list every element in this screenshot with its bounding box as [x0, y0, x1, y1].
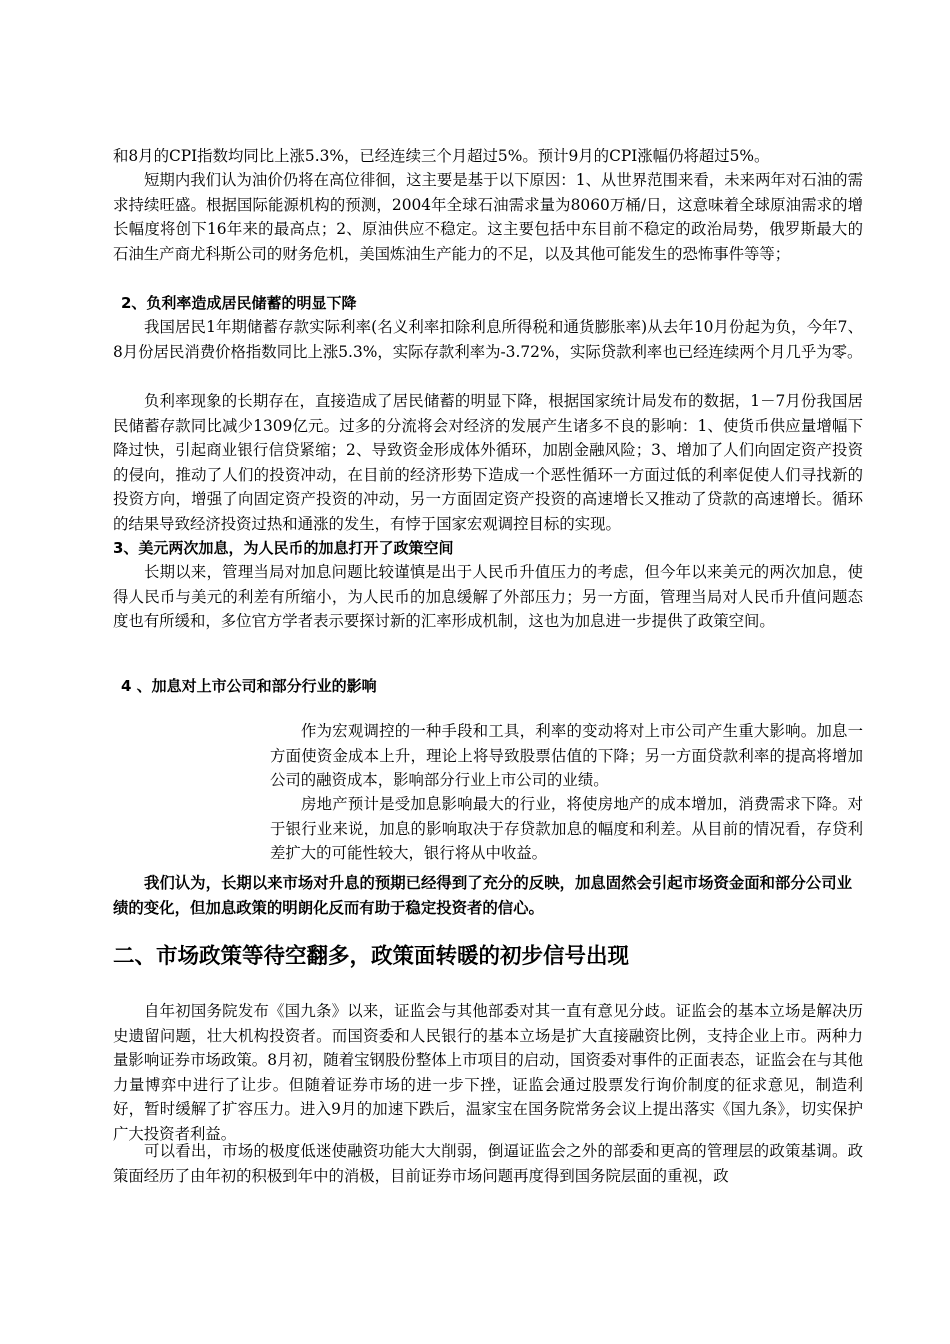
- paragraph-policy-divergence: 自年初国务院发布《国九条》以来，证监会与其他部委对其一直有意见分歧。证监会的基本立场是解决历史遗留问题，壮大机构投资者。而国资委和人民银行的基本立场是扩大直接融资比例，支持企业上市。两种力量影响证券市场政策。8月初，随着宝钢股份整体上市项目的启动，国资委对事件的正面表态，证监会在与其他力量博弈中进行了让步。但随着证券市场的进一步下挫，证监会通过股票发行询价制度的征求意见，制造利好，暂时缓解了扩容压力。进入9月的加速下跌后，温家宝在国务院常务会议上提出落实《国九条》，切实保护广大投资者利益。: [113, 1002, 863, 1143]
- paragraph-usd-rate-hike: 长期以来，管理当局对加息问题比较谨慎是出于人民币升值压力的考虑，但今年以来美元的两次加息，使得人民币与美元的利差有所缩小，为人民币的加息缓解了外部压力；另一方面，管理当局对人民币升值问题态度也有所缓和，多位官方学者表示要探讨新的汇率形成机制，这也为加息进一步提供了政策空间。: [113, 563, 863, 630]
- heading-negative-rate: 2、负利率造成居民储蓄的明显下降: [121, 294, 357, 312]
- box-paragraph-real-estate-banks: 房地产预计是受加息影响最大的行业，将使房地产的成本增加，消费需求下降。对于银行业来说，加息的影响取决于存贷款加息的幅度和利差。从目前的情况看，存贷利差扩大的可能性较大，银行将从中收益。: [270, 795, 863, 862]
- paragraph-oil: 短期内我们认为油价仍将在高位徘徊，这主要是基于以下原因：1、从世界范围来看，未来两年对石油的需求持续旺盛。根据国际能源机构的预测，2004年全球石油需求量为8060万桶/日，这意味着全球原油需求的增长幅度将创下16年来的最高点；2、原油供应不稳定。这主要包括中东目前不稳定的政治局势，俄罗斯最大的石油生产商尤科斯公司的财务危机，美国炼油生产能力的不足，以及其他可能发生的恐怖事件等等；: [113, 171, 863, 263]
- heading-listed-companies-impact: 4 、加息对上市公司和部分行业的影响: [121, 677, 377, 695]
- paragraph-negative-rate-effects: 负利率现象的长期存在，直接造成了居民储蓄的明显下降，根据国家统计局发布的数据，1－7月份我国居民储蓄存款同比减少1309亿元。过多的分流将会对经济的发展产生诸多不良的影响：1、使货币供应量增幅下降过快，引起商业银行信贷紧缩；2、导致资金形成体外循环，加剧金融风险；3、增加了人们向固定资产投资的侵向，推动了人们的投资冲动，在目前的经济形势下造成一个恶性循环一方面过低的利率促使人们寻找新的投资方向，增强了向固定资产投资的冲动，另一方面固定资产投资的高速增长又推动了贷款的高速增长。循环的结果导致经济投资过热和通涨的发生，有悖于国家宏观调控目标的实现。: [113, 392, 863, 533]
- conclusion-paragraph: 我们认为，长期以来市场对升息的预期已经得到了充分的反映，加息固然会引起市场资金面和部分公司业绩的变化，但加息政策的明朗化反而有助于稳定投资者的信心。: [113, 874, 852, 917]
- box-paragraph-valuation: 作为宏观调控的一种手段和工具，利率的变动将对上市公司产生重大影响。加息一方面使资金成本上升，理论上将导致股票估值的下降；另一方面贷款利率的提高将增加公司的融资成本，影响部分行业上市公司的业绩。: [270, 722, 863, 789]
- paragraph-cpi: 和8月的CPI指数均同比上涨5.3%，已经连续三个月超过5%。预计9月的CPI涨幅仍将超过5%。: [113, 147, 770, 165]
- paragraph-policy-shift: 可以看出，市场的极度低迷使融资功能大大削弱，倒逼证监会之外的部委和更高的管理层的政策基调。政策面经历了由年初的积极到年中的消极，目前证券市场问题再度得到国务院层面的重视，政: [113, 1142, 863, 1185]
- section-title: 二、市场政策等待空翻多，政策面转暖的初步信号出现: [113, 944, 630, 969]
- paragraph-real-rate: 我国居民1年期储蓄存款实际利率(名义利率扣除利息所得税和通货膨胀率)从去年10月份起为负，今年7、8月份居民消费价格指数同比上涨5.3%，实际存款利率为-3.72%，实际贷款利率也已经连续两个月几乎为零。: [113, 318, 863, 361]
- heading-usd-rate-hike: 3、美元两次加息，为人民币的加息打开了政策空间: [113, 539, 454, 557]
